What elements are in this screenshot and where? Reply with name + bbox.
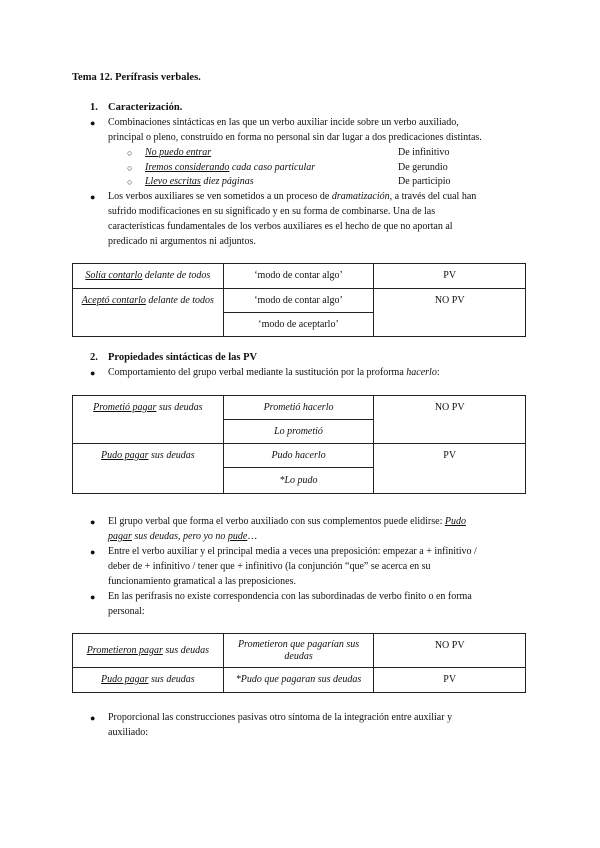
bullet-icon: ● <box>90 713 96 723</box>
s4-b1-line2: auxiliado: <box>108 727 148 738</box>
bullet-icon: ● <box>90 547 96 557</box>
cell-text: sus deudas <box>162 644 210 656</box>
bullet-icon: ● <box>90 192 96 202</box>
section-1-number: 1. <box>90 102 98 113</box>
s3-b1-text: El grupo verbal que forma el verbo auxiliado con sus complementos puede elidirse: <box>108 516 445 527</box>
s3-b2-line3: funcionamiento gramatical a las preposiciones. <box>108 576 296 587</box>
cell-text: Lo prometió <box>274 425 323 437</box>
table-cell <box>73 289 224 337</box>
cell-underlined: Pudo pagar <box>101 450 149 461</box>
table-3 <box>72 633 526 693</box>
s3-b3-line1: En las perífrasis no existe correspondencia con las subordinadas de verbo finito o en forma <box>108 591 472 602</box>
cell-text: *Pudo que pagaran sus deudas <box>235 674 362 685</box>
section-2-heading: Propiedades sintácticas de las PV <box>108 352 258 363</box>
table-cell <box>223 420 374 444</box>
cell-underlined: Aceptó contarlo <box>81 295 146 306</box>
table-cell: ‘modo de aceptarlo’ <box>223 313 374 337</box>
ellipsis: … <box>247 531 258 542</box>
pagar-underlined: pagar <box>108 531 132 542</box>
cell-text: sus deudas <box>148 674 195 685</box>
cell-text: sus deudas <box>156 402 203 413</box>
s2-b1 <box>108 366 440 380</box>
table-cell: NO PV <box>374 396 526 444</box>
table-1 <box>72 263 526 337</box>
cell-underlined: Prometieron pagar <box>86 644 163 656</box>
dramatizacion-term: dramatización <box>331 191 390 202</box>
circle-bullet-icon: ○ <box>127 163 133 173</box>
table-cell <box>223 634 374 668</box>
table-cell <box>73 264 224 289</box>
cell-underlined: Prometió pagar <box>93 402 157 413</box>
table-cell <box>223 396 374 420</box>
pudo-underlined: Pudo <box>444 516 466 527</box>
table-cell: ‘modo de contar algo’ <box>223 289 374 313</box>
circle-bullet-icon: ○ <box>127 177 133 187</box>
cell-text: sus deudas <box>148 450 195 461</box>
cell-text: Prometieron que pagarían sus deudas <box>237 638 360 662</box>
s3-b1-italic: sus deudas, pero yo no <box>131 531 228 542</box>
table-cell <box>73 444 224 494</box>
example-1-type: De infinitivo <box>398 147 450 158</box>
table-cell: NO PV <box>374 289 526 337</box>
table-row <box>73 289 526 313</box>
s1-b2-text-b: , a través del cual han <box>389 191 477 202</box>
table-cell <box>223 468 374 494</box>
example-3-aux: Llevo escritas <box>145 176 201 187</box>
example-3-rest: diez páginas <box>200 176 254 187</box>
table-row <box>73 634 526 668</box>
table-2 <box>72 395 526 494</box>
s2-b1-text-b: : <box>436 367 440 378</box>
table-cell: NO PV <box>374 634 526 668</box>
cell-text: Pudo hacerlo <box>271 449 326 461</box>
s3-b2-line1: Entre el verbo auxiliar y el principal media a veces una preposición: empezar a + infinitivo / <box>108 546 477 557</box>
bullet-icon: ● <box>90 118 96 128</box>
table-cell: PV <box>374 444 526 494</box>
s4-b1-line1: Proporcional las construcciones pasivas otro síntoma de la integración entre auxiliar y <box>108 712 453 723</box>
table-cell: PV <box>374 264 526 289</box>
s3-b1-line1 <box>108 515 466 529</box>
example-3 <box>145 175 254 189</box>
example-3-type: De participio <box>398 176 451 187</box>
table-row <box>73 444 526 468</box>
s1-b2-line3: características fundamentales de los verbos auxiliares es el hecho de que no aportan al <box>108 221 453 232</box>
section-2-number: 2. <box>90 352 98 363</box>
example-2-type: De gerundio <box>398 162 448 173</box>
pude-underlined: pude <box>227 531 248 542</box>
section-1-heading: Caracterización. <box>108 102 183 113</box>
s3-b3-line2: personal: <box>108 606 145 617</box>
cell-underlined: Solía contarlo <box>85 270 143 281</box>
hacerlo-term: hacerlo <box>406 367 437 378</box>
table-cell: ‘modo de contar algo’ <box>223 264 374 289</box>
document-title: Tema 12. Perífrasis verbales. <box>72 72 201 83</box>
cell-underlined: Pudo pagar <box>101 674 149 685</box>
table-cell <box>73 634 224 668</box>
example-1 <box>145 146 211 160</box>
bullet-icon: ● <box>90 517 96 527</box>
example-2-rest: cada caso particular <box>229 162 316 173</box>
example-1-aux: No puedo entrar <box>145 147 212 158</box>
table-cell: PV <box>374 668 526 693</box>
s1-b2-line1 <box>108 190 476 204</box>
s1-b2-text-a: Los verbos auxiliares se ven sometidos a un proceso de <box>108 191 332 202</box>
s1-b1-line1: Combinaciones sintácticas en las que un verbo auxiliar incide sobre un verbo auxiliado, <box>108 117 459 128</box>
s3-b1-line2 <box>108 530 257 544</box>
table-cell <box>223 444 374 468</box>
cell-text: delante de todos <box>145 295 214 306</box>
cell-text: *Lo pudo <box>279 474 318 486</box>
table-cell <box>73 396 224 444</box>
s3-b2-line2: deber de + infinitivo / tener que + infinitivo (la conjunción “que” se acerca en su <box>108 561 431 572</box>
cell-text: delante de todos <box>142 270 211 281</box>
s2-b1-text-a: Comportamiento del grupo verbal mediante la sustitución por la proforma <box>108 367 407 378</box>
circle-bullet-icon: ○ <box>127 148 133 158</box>
example-2 <box>145 161 315 175</box>
table-row <box>73 264 526 289</box>
cell-text: Prometió hacerlo <box>263 401 334 413</box>
s1-b2-line2: sufrido modificaciones en su significado y en su forma de combinarse. Una de las <box>108 206 436 217</box>
table-cell <box>223 668 374 693</box>
s1-b2-line4: predicado ni argumentos ni adjuntos. <box>108 236 256 247</box>
example-2-aux: Iremos considerando <box>145 162 230 173</box>
table-row <box>73 668 526 693</box>
s1-b1-line2: principal o pleno, construido en forma no personal sin dar lugar a dos predicaciones distintas. <box>108 132 482 143</box>
bullet-icon: ● <box>90 592 96 602</box>
table-row <box>73 396 526 420</box>
table-cell <box>73 668 224 693</box>
bullet-icon: ● <box>90 368 96 378</box>
